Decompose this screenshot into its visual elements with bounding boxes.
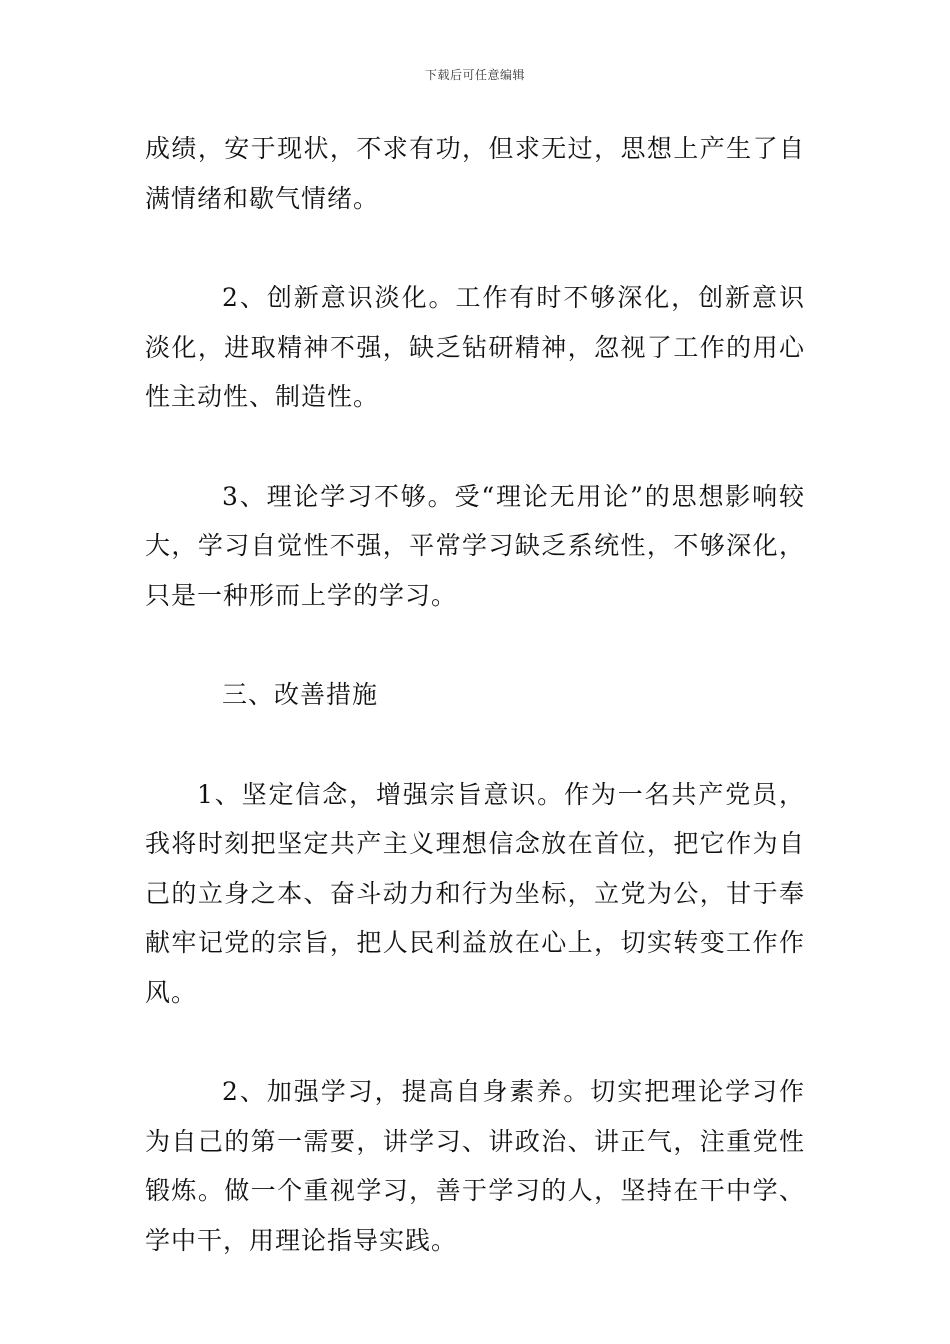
paragraph-measure-1: 1、坚定信念，增强宗旨意识。作为一名共产党员，我将时刻把坚定共产主义理想信念放在首位，把它作为自己的立身之本、奋斗动力和行为坐标，立党为公，甘于奉献牢记党的宗旨，把人民利益放在心上，切实转变工作作风。 <box>145 779 805 1007</box>
paragraph-gap <box>145 1017 805 1067</box>
section-heading-improvement: 三、改善措施 <box>222 680 379 709</box>
paragraph-measure-2: 2、加强学习，提高自身素养。切实把理论学习作为自己的第一需要，讲学习、讲政治、讲正气，注重党性锻炼。做一个重视学习，善于学习的人，坚持在干中学、学中干，用理论指导实践。 <box>145 1077 805 1255</box>
document-body <box>145 124 805 1265</box>
paragraph-gap <box>145 720 805 770</box>
paragraph-point-3: 3、理论学习不够。受“理论无用论”的思想影响较大，学习自觉性不强，平常学习缺乏系统性，不够深化，只是一种形而上学的学习。 <box>145 481 805 610</box>
paragraph-continuation: 成绩，安于现状，不求有功，但求无过，思想上产生了自满情绪和歇气情绪。 <box>145 134 805 213</box>
paragraph-gap <box>145 422 805 472</box>
paragraph-gap <box>145 223 805 273</box>
paragraph-gap <box>145 620 805 670</box>
page-header: 下载后可任意编辑 <box>424 68 525 82</box>
paragraph-point-2: 2、创新意识淡化。工作有时不够深化，创新意识淡化，进取精神不强，缺乏钻研精神，忽视了工作的用心性主动性、制造性。 <box>145 283 805 411</box>
